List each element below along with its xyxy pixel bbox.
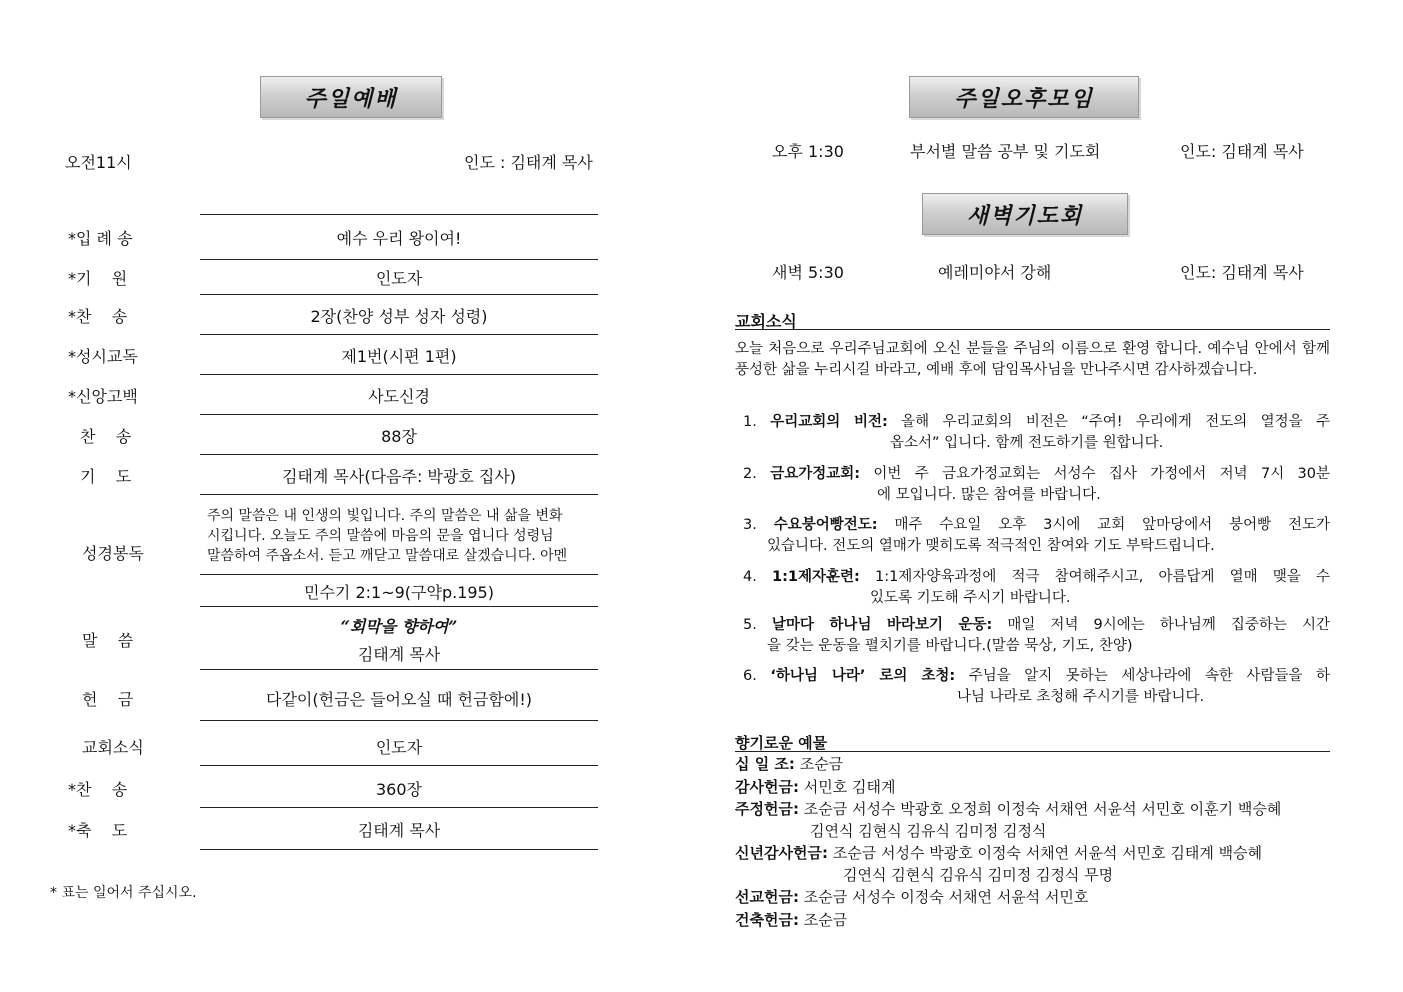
dawn-leader: 인도: 김태계 목사 (1180, 263, 1304, 282)
offering-heading-rule (735, 751, 1330, 752)
news-item-text: 매주 수요일 오후 3시에 교회 앞마당에서 붕어빵 전도가 (894, 517, 1331, 533)
order-value: 인도자 (375, 269, 423, 288)
offering-label: 건축헌금: (735, 911, 799, 929)
offering-names-cont: 김연식 김현식 김유식 김미정 김정식 무명 (843, 866, 1114, 884)
table-rule (200, 294, 598, 295)
news-item-text-cont: 옵소서” 입니다. 함께 전도하기를 원합니다. (890, 435, 1164, 451)
worship-banner (260, 76, 442, 118)
news-item-text-cont: 을 갖는 운동을 펼치기를 바랍니다.(말씀 묵상, 기도, 찬양) (767, 638, 1133, 654)
table-rule (200, 494, 598, 495)
sermon-title: “회막을 향하여” (340, 617, 458, 636)
offering-row (735, 842, 1262, 886)
offering-names: 조순금 (803, 911, 848, 929)
afternoon-time: 오후 1:30 (772, 142, 844, 161)
news-item-text-cont: 있도록 기도해 주시기 바랍니다. (870, 590, 1071, 606)
afternoon-banner-title: 주일오후모임 (954, 85, 1094, 112)
table-rule (200, 606, 598, 607)
table-rule (200, 669, 598, 670)
offering-names: 조순금 서성수 박광호 오정희 이정숙 서채연 서윤석 서민호 이훈기 백승혜 (803, 800, 1282, 818)
sermon-label: 말 씀 (82, 631, 134, 650)
order-label: *입 례 송 (68, 229, 133, 248)
order-label: 교회소식 (82, 738, 144, 757)
order-value: 김태계 목사 (357, 821, 441, 840)
offering-names: 서민호 김태계 (803, 778, 896, 796)
offering-row (735, 776, 895, 798)
table-rule (200, 849, 598, 850)
offering-names: 조순금 (799, 755, 844, 773)
offering-heading: 향기로운 예물 (735, 734, 828, 752)
reading-label: 성경봉독 (82, 544, 144, 563)
worship-time: 오전11시 (65, 153, 132, 172)
offering-label: 감사헌금: (735, 778, 799, 796)
news-item (743, 412, 1330, 454)
table-rule (200, 259, 598, 260)
table-rule (200, 214, 598, 215)
order-label: 기 도 (80, 467, 132, 486)
table-rule (200, 765, 598, 766)
table-rule (200, 374, 598, 375)
news-heading-rule (735, 329, 1330, 330)
dawn-time: 새벽 5:30 (772, 263, 844, 282)
offering-row (735, 886, 1088, 908)
news-item-num: 1. (743, 414, 757, 430)
news-item-num: 5. (743, 617, 757, 633)
offering-names-cont: 김연식 김현식 김유식 김미정 김정식 (810, 822, 1047, 840)
order-label: *신앙고백 (68, 387, 138, 406)
offering-label: 선교헌금: (735, 888, 799, 906)
offering-label: 십 일 조: (735, 755, 795, 773)
worship-leader: 인도 : 김태계 목사 (464, 153, 593, 172)
reading-passage: 민수기 2:1~9(구약p.195) (304, 583, 494, 602)
news-item (743, 515, 1330, 557)
dawn-desc: 예레미야서 강해 (938, 263, 1052, 282)
news-item-title: 금요가정교회: (770, 466, 861, 482)
news-item-num: 6. (743, 668, 757, 684)
news-item (743, 615, 1330, 657)
afternoon-desc: 부서별 말씀 공부 및 기도회 (910, 142, 1101, 161)
table-rule (200, 414, 598, 415)
news-item-title: ‘하나님 나라’ 로의 초청: (770, 668, 956, 684)
order-label: *찬 송 (68, 780, 128, 799)
sermon-preacher: 김태계 목사 (357, 645, 441, 664)
dawn-banner-title: 새벽기도회 (966, 202, 1084, 229)
news-item-title: 1:1제자훈련: (772, 569, 860, 585)
order-value: 사도신경 (368, 387, 430, 406)
order-value: 88장 (381, 427, 417, 446)
offering-row (735, 753, 843, 775)
news-item-text: 주님을 알지 못하는 세상나라에 속한 사람들을 하 (968, 668, 1330, 684)
table-rule (200, 807, 598, 808)
reading-prayer-line: 주의 말씀은 내 인생의 빛입니다. 주의 말씀은 내 삶을 변화 (207, 508, 563, 524)
dawn-banner (922, 193, 1128, 235)
offering-names: 조순금 서성수 이정숙 서채연 서윤석 서민호 (803, 888, 1089, 906)
reading-prayer-line: 말씀하여 주옵소서. 듣고 깨닫고 말씀대로 살겠습니다. 아멘 (207, 548, 568, 564)
news-item-title: 우리교회의 비전: (770, 414, 888, 430)
news-item-num: 3. (743, 517, 757, 533)
order-value: 2장(찬양 성부 성자 성령) (310, 307, 488, 326)
table-rule (200, 574, 598, 575)
news-intro: 오늘 처음으로 우리주님교회에 오신 분들을 주님의 이름으로 환영 합니다. 예수님 안에서 함께 풍성한 삶을 누리시길 바라고, 예배 후에 담임목사님을 만나주시면 감사하겠습니다. (735, 341, 1330, 378)
news-item-num: 2. (743, 466, 757, 482)
offering-label: 주정헌금: (735, 800, 799, 818)
afternoon-banner (909, 76, 1139, 118)
order-label: *찬 송 (68, 307, 128, 326)
offering-row (735, 798, 1281, 842)
news-item (743, 567, 1330, 609)
offering-row (735, 909, 847, 931)
order-value: 인도자 (375, 738, 423, 757)
offering-names: 조순금 서성수 박광호 이정숙 서채연 서윤석 서민호 김태계 백승혜 (832, 844, 1263, 862)
order-value: 제1번(시편 1편) (341, 347, 457, 366)
order-label: *기 원 (68, 269, 128, 288)
order-value: 김태계 목사(다음주: 박광호 집사) (281, 467, 517, 486)
news-item-text: 올해 우리교회의 비전은 “주여! 우리에게 전도의 열정을 주 (901, 414, 1331, 430)
table-rule (200, 720, 598, 721)
news-item-text-cont: 에 모입니다. 많은 참여를 바랍니다. (877, 487, 1101, 503)
table-rule (200, 334, 598, 335)
afternoon-leader: 인도: 김태계 목사 (1180, 142, 1304, 161)
news-item-text-cont: 나님 나라로 초청해 주시기를 바랍니다. (957, 689, 1205, 705)
news-heading: 교회소식 (735, 312, 797, 331)
news-item-title: 수요붕어빵전도: (773, 517, 878, 533)
order-label: 헌 금 (82, 690, 134, 709)
news-item (743, 464, 1330, 506)
news-item-text: 1:1제자양육과정에 적극 참여해주시고, 아름답게 열매 맺을 수 (874, 569, 1330, 585)
order-label: *축 도 (68, 821, 128, 840)
table-rule (200, 454, 598, 455)
order-value: 다같이(헌금은 들어오실 때 헌금함에!) (266, 690, 532, 709)
worship-banner-title: 주일예배 (304, 85, 398, 112)
news-item-title: 날마다 하나님 바라보기 운동: (771, 617, 993, 633)
news-item (743, 666, 1330, 708)
news-item-text: 매일 저녁 9시에는 하나님께 집중하는 시간 (1007, 617, 1331, 633)
reading-prayer-line: 시킵니다. 오늘도 주의 말씀에 마음의 문을 엽니다 성령님 (207, 528, 554, 544)
footnote: * 표는 일어서 주십시오. (50, 885, 197, 901)
news-item-text-cont: 있습니다. 전도의 열매가 맺히도록 적극적인 참여와 기도 부탁드립니다. (767, 538, 1215, 554)
offering-label: 신년감사헌금: (735, 844, 828, 862)
order-value: 예수 우리 왕이여! (336, 229, 462, 248)
order-label: *성시교독 (68, 347, 138, 366)
order-label: 찬 송 (80, 427, 132, 446)
order-value: 360장 (376, 780, 422, 799)
news-item-num: 4. (743, 569, 757, 585)
news-item-text: 이번 주 금요가정교회는 서성수 집사 가정에서 저녁 7시 30분 (873, 466, 1331, 482)
